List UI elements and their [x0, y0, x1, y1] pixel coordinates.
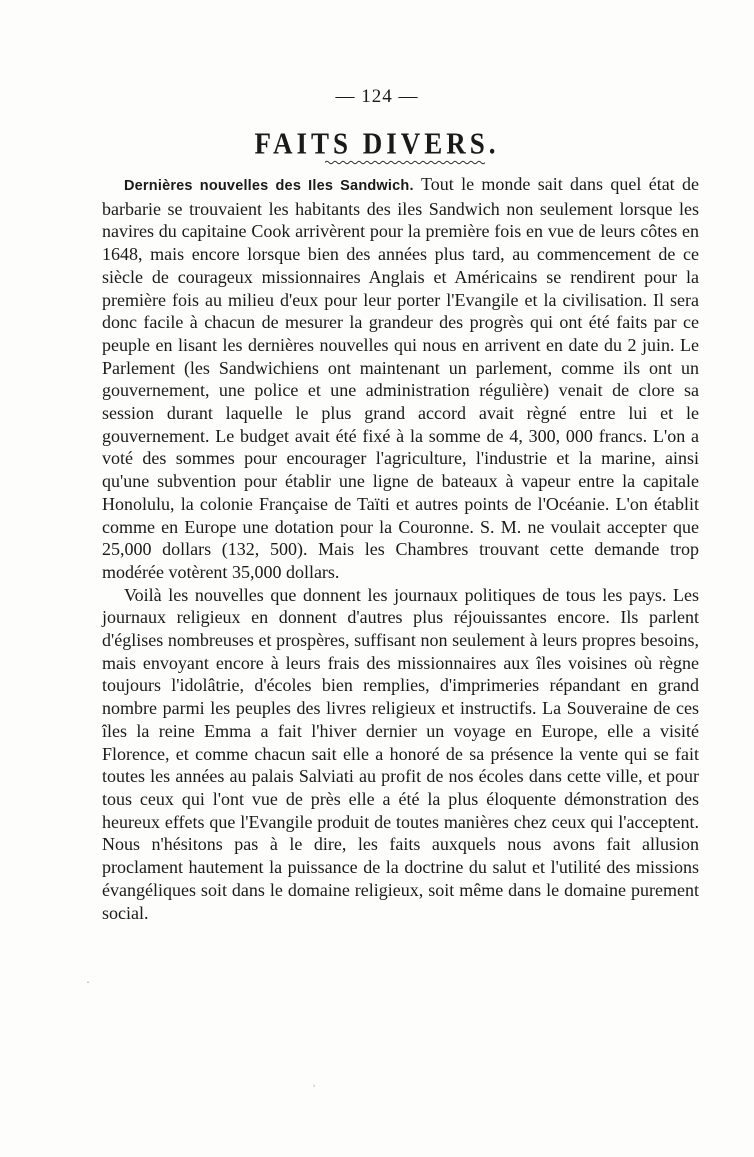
- page-number: — 124 —: [335, 86, 419, 107]
- article-paragraph-2: [102, 584, 699, 925]
- article-body: [102, 173, 699, 924]
- article-lead-heading: Dernières nouvelles des Iles Sandwich.: [124, 178, 414, 194]
- wavy-rule-ornament-icon: [325, 160, 485, 165]
- article-paragraph-2-text: Voilà les nouvelles que donnent les journaux politiques de tous les pays. Les journaux religieux en donnent d'autres plus réjouissantes encore. Ils parlent d'églises nombreuses et prospères, suffisant non seulement à leurs propres besoins, mais envoyant encore à leurs frais des missionnaires aux îles voisines où règne toujours l'idolâtrie, d'écoles bien remplies, d'imprimeries répandant en grand nombre parmi les peuples des livres religieux et instructifs. La Souveraine de ces îles la reine Emma a fait l'hiver dernier un voyage en Europe, elle a visité Florence, et comme chacun sait elle a honoré de sa présence la vente qui se fait toutes les années au palais Salviati au profit de nos écoles dans cette ville, et pour tous ceux qui l'ont vue de près elle a été la plus éloquente démonstration des heureux effets que l'Evangile produit de toutes manières chez ceux qui l'acceptent. Nous n'hésitons pas à le dire, les faits auxquels nous avons fait allusion proclament hautement la puissance de la doctrine du salut et l'utilité des missions évangéliques soit dans le domaine religieux, soit même dans le domaine purement social.: [102, 584, 699, 923]
- section-title: FAITS DIVERS.: [254, 126, 500, 161]
- paper-speck-icon: ·: [86, 975, 90, 989]
- paper-speck-icon: ʾ: [312, 1082, 316, 1096]
- article-paragraph-1-text: Tout le monde sait dans quel état de barbarie se trouvaient les habitants des iles Sandwich non seulement lorsque les navires du capitaine Cook arrivèrent pour la première fois en vue de leurs côtes en 1648, mais encore lorsque bien des années plus tard, au commencement de ce siècle de courageux missionnaires Anglais et Américains se rendirent pour la première fois au milieu d'eux pour leur porter l'Evangile et la civilisation. Il sera donc facile à chacun de mesurer la grandeur des progrès qui ont été faits par ce peuple en lisant les dernières nouvelles qui nous en arrivent en date du 2 juin. Le Parlement (les Sandwichiens ont maintenant un parlement, comme ils ont un gouvernement, une police et une administration régulière) venait de clore sa session durant laquelle le plus grand accord avait règné entre lui et le gouvernement. Le budget avait été fixé à la somme de 4, 300, 000 francs. L'on a voté des sommes pour encourager l'agriculture, l'industrie et la marine, ainsi qu'une subvention pour établir une ligne de bateaux à vapeur entre la capitale Honolulu, la colonie Française de Taïti et autres points de l'Océanie. L'on établit comme en Europe une dotation pour la Couronne. S. M. ne voulait accepter que 25,000 dollars (132, 500). Mais les Chambres trouvant cette demande trop modérée votèrent 35,000 dollars.: [102, 174, 699, 582]
- article-paragraph-1: [102, 173, 699, 584]
